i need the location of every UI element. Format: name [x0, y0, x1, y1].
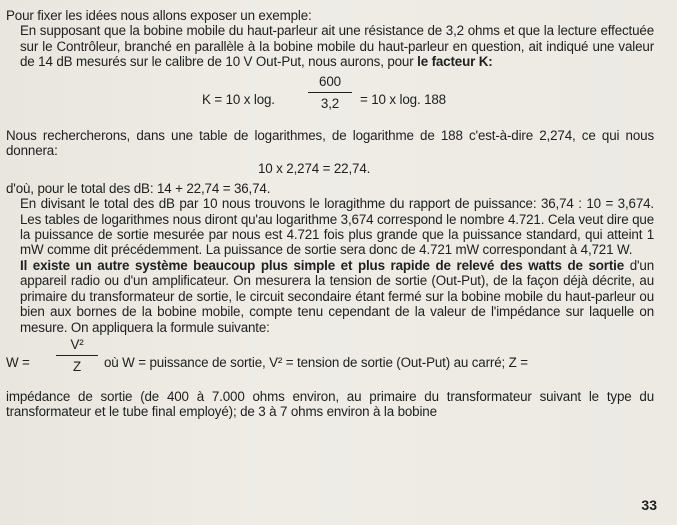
formula-watts: [6, 337, 654, 389]
paragraph-system: [6, 258, 654, 335]
paragraph-intro: Pour fixer les idées nous allons exposer un exemple:: [6, 8, 312, 23]
text-column: [6, 8, 654, 420]
fraction-bar: [308, 92, 352, 93]
factor-k-label: le facteur K:: [417, 54, 493, 70]
formula-rhs: où W = puissance de sortie, V² = tension de sortie (Out-Put) au carré; Z =: [104, 354, 528, 370]
paragraph-suppose-text: En supposant que la bobine mobile du haut-parleur ait une résistance de 3,2 ohms et que la lecture effectuée sur le Contrôleur, branché en parallèle à la bobine mobile du haut-parleur en question, ait indiqué une valeur de 14 dB mesurés sur le calibre de 10 V Out-Put, nous aurons, pour: [20, 23, 654, 70]
equation-k-lhs: K = 10 x log.: [202, 91, 275, 107]
equation-k-fraction: [308, 74, 352, 112]
equation-k-numerator: 600: [319, 73, 341, 89]
formula-lhs: W =: [6, 354, 30, 370]
system-heading: Il existe un autre système beaucoup plus simple et plus rapide de relevé des watts de sortie: [20, 257, 625, 273]
formula-fraction: [56, 337, 98, 375]
fraction-bar: [56, 355, 98, 356]
formula-numerator: V²: [70, 336, 84, 352]
formula-denominator: Z: [72, 359, 82, 375]
equation-k-rhs: = 10 x log. 188: [360, 91, 446, 107]
equation-multiplication: 10 x 2,274 = 22,74.: [258, 161, 371, 177]
paragraph-divide: En divisant le total des dB par 10 nous trouvons le loragithme du rapport de puissance: 36,74 : 10 = 3,674. Les tables de logarithmes nous diront qu'au logarithme 3,674 correspond le nombre 4.721. Cela veut dire que la puissance de sortie mesurée par nous est 4.721 fois plus grande que la puissance standard, qui atteint 1 mW comme dit précédemment. La puissance de sortie sera donc de 4.721 mW correspondant à 4,721 W.: [20, 196, 654, 258]
equation-k-denominator: 3,2: [320, 96, 340, 112]
equation-k: [6, 72, 654, 126]
paragraph-search: Nous rechercherons, dans une table de logarithmes, de logarithme de 188 c'est-à-dire 2,274, ce qui nous donnera:: [6, 127, 654, 159]
page-number: 33: [641, 497, 657, 513]
paragraph-suppose: [6, 23, 654, 69]
paragraph-system-text: d'un appareil radio ou d'un amplificateur. On mesurera la tension de sortie (Out-Put), de la façon déjà décrite, au primaire du transformateur de sortie, le circuit secondaire étant fermé sur la bobine mobile du haut-parleur ou bien aux bornes de la bobine mobile, compte tenu cependant de la valeur de l'impédance sur laquelle on mesure. On appliquera la formule suivante:: [20, 257, 654, 335]
paragraph-total: d'où, pour le total des dB: 14 + 22,74 = 36,74.: [6, 180, 271, 196]
paragraph-impedance: impédance de sortie (de 400 à 7.000 ohms environ, au primaire du transformateur suivant le type du transformateur et le tube final employé); de 3 à 7 ohms environ à la bobine: [6, 388, 654, 420]
